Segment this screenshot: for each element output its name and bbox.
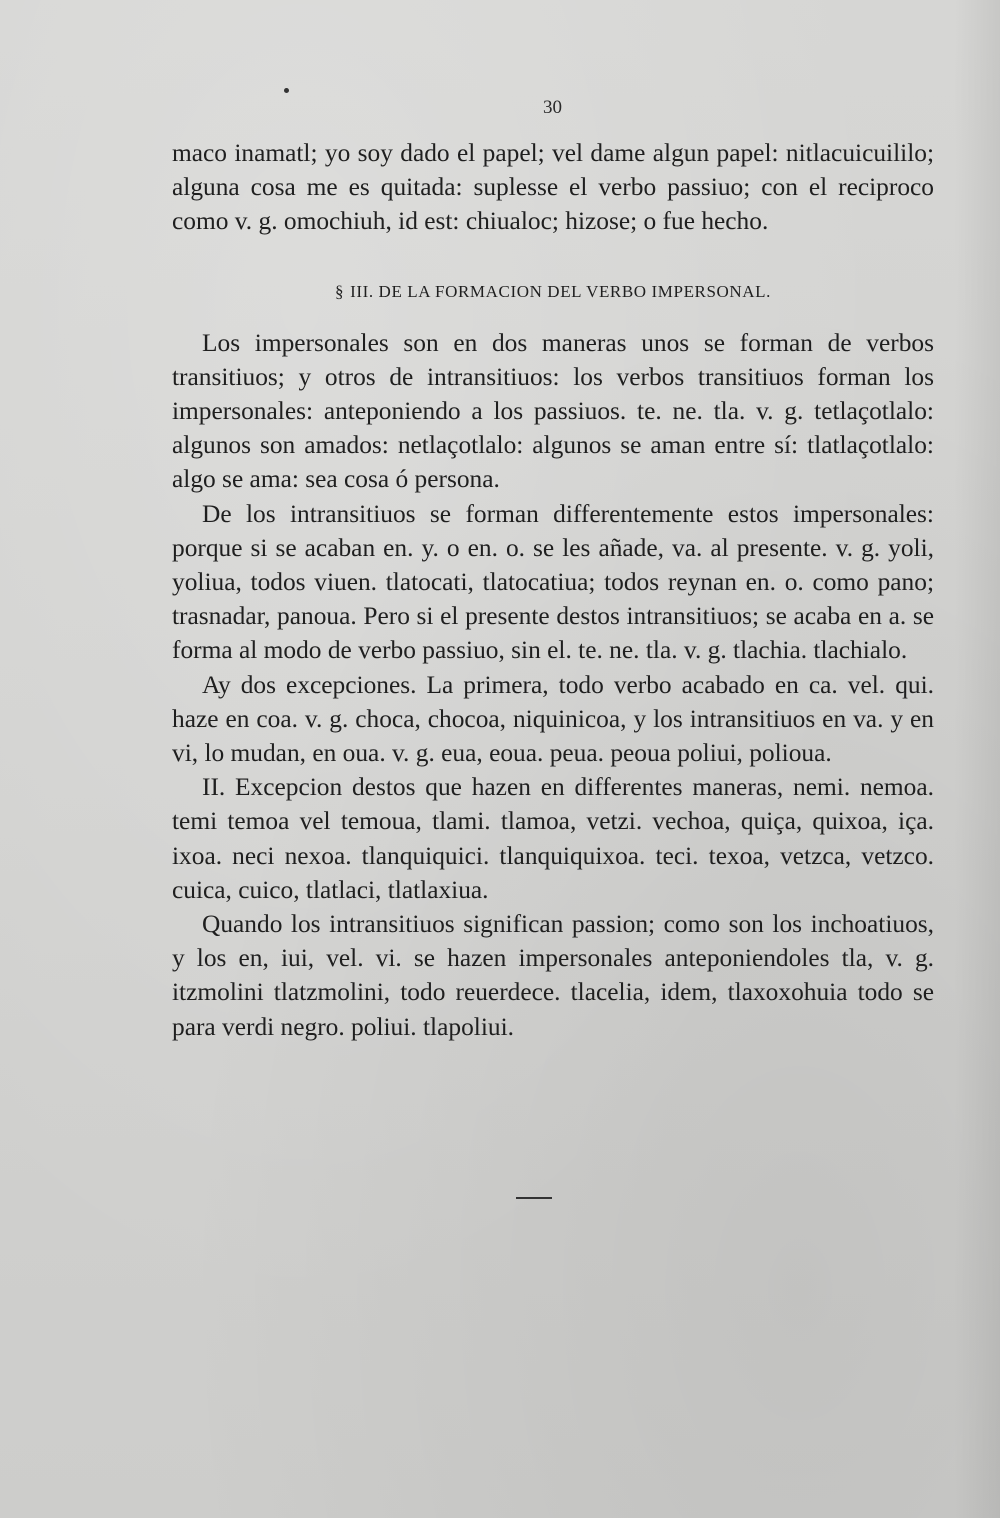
page-spine-shadow — [954, 0, 1000, 1518]
page-number: 30 — [543, 97, 562, 118]
ink-speck — [284, 88, 289, 93]
paragraph-intransitiuos: De los intransitiuos se forman differentemente estos impersonales: porque si se acaban en. y. o en. o. se les añade, va. al presente. v. g. yoli, yoliua, todos viuen. tlatocati, tlatocatiua; todos reynan en. o. como pano; trasnadar, panoua. Pero si el presente destos intransitiuos; se acaba en a. se forma al modo de verbo passiuo, sin el. te. ne. tla. v. g. tlachia. tlachialo. — [172, 499, 934, 665]
section-sign: § — [334, 281, 345, 301]
paragraph-impersonales: Los impersonales son en dos maneras unos se forman de verbos transitiuos; y otros de intransitiuos: los verbos transitiuos forman los impersonales: anteponiendo a los passiuos. te. ne. tla. v. g. tetlaçotlalo: algunos son amados: netlaçotlalo: algunos se aman entre sí: tlatlaçotlalo: algo se ama: sea cosa ó persona. — [172, 328, 934, 494]
section-heading — [172, 280, 934, 304]
closing-rule — [516, 1197, 552, 1199]
body-text — [172, 136, 934, 1044]
paragraph-passion: Quando los intransitiuos significan passion; como son los inchoatiuos, y los en, iui, vel. vi. se hazen impersonales anteponiendoles tla, v. g. itzmolini tlatzmolini, todo reuerdece. tlacelia, idem, tlaxoxohuia todo se para verdi negro. poliui. tlapoliui. — [172, 910, 934, 1041]
paragraph-excepcion-ii: II. Excepcion destos que hazen en differentes maneras, nemi. nemoa. temi temoa vel temoua, tlami. tlamoa, vetzi. vechoa, quiça, quixoa, iça. ixoa. neci nexoa. tlanquiquici. tlanquiquixoa. teci. texoa, vetzca, vetzco. cuica, cuico, tlatlaci, tlatlaxiua. — [172, 773, 934, 904]
section-heading-text: III. DE LA FORMACION DEL VERBO IMPERSONAL. — [350, 281, 772, 301]
paragraph-continuation: maco inamatl; yo soy dado el papel; vel dame algun papel: nitlacuicuililo; alguna cosa me es quitada: suplesse el verbo passiuo; con el reciproco como v. g. omochiuh, id est: chiualoc; hizose; o fue hecho. — [172, 139, 934, 236]
paragraph-excepciones: Ay dos excepciones. La primera, todo verbo acabado en ca. vel. qui. haze en coa. v. g. choca, chocoa, niquinicoa, y los intransitiuos en va. y en vi, lo mudan, en oua. v. g. eua, eoua. peua. peoua poliui, polioua. — [172, 670, 934, 768]
